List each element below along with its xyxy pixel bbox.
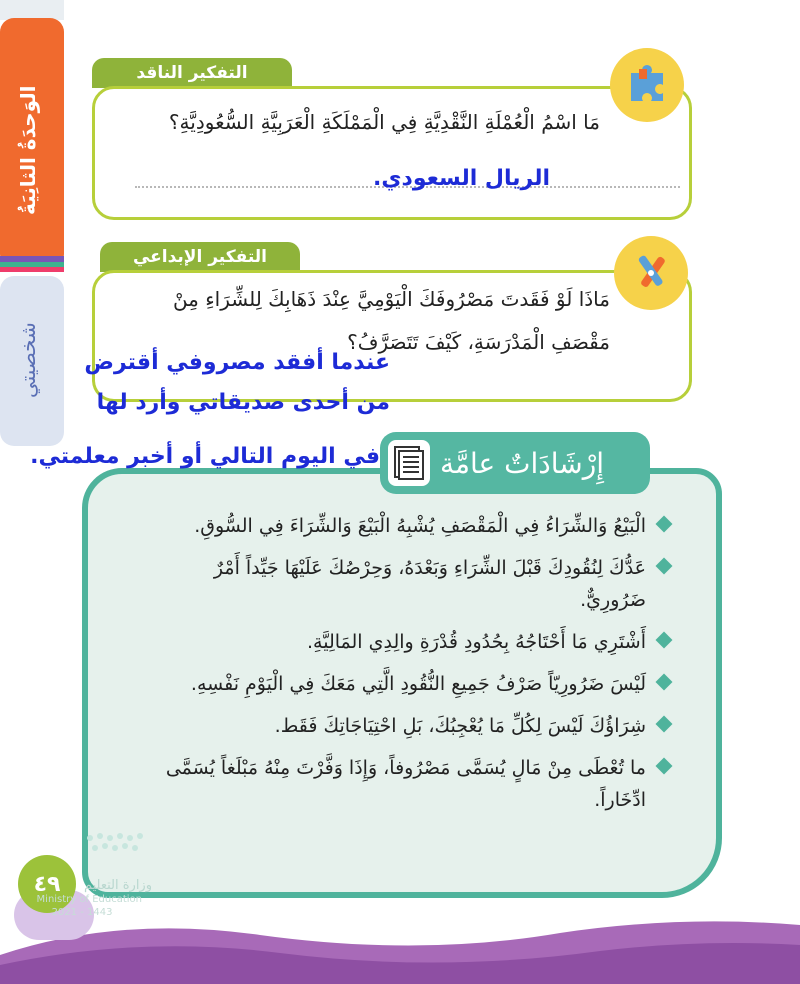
critical-thinking-badge [610,48,684,122]
document-icon [388,440,430,486]
ministry-logo [80,828,160,868]
guidance-header [380,432,650,494]
diamond-bullet-icon [656,758,673,775]
diamond-bullet-icon [656,716,673,733]
ministry-name-en: Ministry of Education [36,894,142,905]
list-item [150,552,670,616]
critical-thinking-label: التفكير الناقد [136,63,248,83]
puzzle-icon [625,63,669,107]
page-number: ٤٩ [18,855,76,913]
creative-thinking-tab [100,242,300,272]
lesson-tab-label[interactable]: شخصيتي [16,322,40,398]
creative-answer-line1: عندما أفقد مصروفي أقترض [84,350,390,375]
guidance-item-text: شِرَاؤُكَ لَيْسَ لِكُلِّ مَا يُعْجِبُكَ، بَلِ احْتِيَاجَاتِكَ فَقَط. [274,715,646,737]
diamond-bullet-icon [656,558,673,575]
list-item [150,510,670,542]
guidance-title: إِرْشَادَاتٌ عامَّة [439,446,605,480]
side-tab-strip [0,0,72,460]
guidance-item-text: لَيْسَ ضَرُورِيّاً صَرْفُ جَمِيعِ النُّقُودِ الَّتِي مَعَكَ فِي الْيَوْمِ نَفْسِهِ. [190,673,646,695]
guidance-item-text: الْبَيْعُ وَالشِّرَاءُ فِي الْمَقْصَفِ يُشْبِهُ الْبَيْعَ وَالشِّرَاءَ فِي السُّوقِ. [194,515,646,537]
guidance-item-text: ما تُعْطَى مِنْ مَالٍ يُسَمَّى مَصْرُوفاً، وَإِذَا وَفَّرْتَ مِنْهُ مَبْلَغاً يُسَمَّى ادِّخَاراً. [165,757,646,811]
ministry-name-ar: وزارة التعليم [83,878,152,893]
list-item [150,752,670,816]
creative-answer-line3: في اليوم التالي أو أخبر معلمتي. [30,444,380,469]
guidance-item-text: عَدُّكَ لِنُقُودِكَ قَبْلَ الشِّرَاءِ وَبَعْدَهُ، وَحِرْصُكَ عَلَيْهَا جَيِّداً أَمْرٌ ضَرُورِيٌّ. [213,557,646,611]
list-item [150,710,670,742]
creative-answer-line2: من أحدى صديقاتي وأرد لها [96,390,390,415]
guidance-list [150,510,670,826]
critical-answer: الريال السعودي. [373,166,550,191]
diamond-bullet-icon [656,516,673,533]
diamond-bullet-icon [656,674,673,691]
ministry-year: 2021 - 1443 [51,907,113,918]
pencil-brush-icon [628,250,674,296]
critical-question: مَا اسْمُ الْعُمْلَةِ النَّقْدِيَّةِ فِي الْمَمْلَكَةِ الْعَرَبِيَّةِ السُّعُودِيَّةِ؟ [168,110,600,134]
diamond-bullet-icon [656,632,673,649]
unit-tab-label[interactable]: الوَحدَةُ الثانِيَةُ [16,85,40,215]
guidance-item-text: أَشْتَرِي مَا أَحْتَاجُهُ بِحُدُودِ قُدْرَةِ والِدِي المَالِيَّةِ. [307,631,646,653]
creative-thinking-badge [614,236,688,310]
list-item [150,626,670,658]
critical-thinking-card [92,86,692,220]
creative-question-line2: مَقْصَفِ الْمَدْرَسَةِ، كَيْفَ تَتَصَرَّفُ؟ [347,330,610,354]
critical-thinking-tab [92,58,292,88]
creative-thinking-label: التفكير الإبداعي [132,247,268,267]
creative-question-line1: مَاذَا لَوْ فَقَدتَ مَصْرُوفَكَ الْيَوْمِيَّ عِنْدَ ذَهَابِكَ لِلشِّرَاءِ مِنْ [172,287,610,311]
list-item [150,668,670,700]
